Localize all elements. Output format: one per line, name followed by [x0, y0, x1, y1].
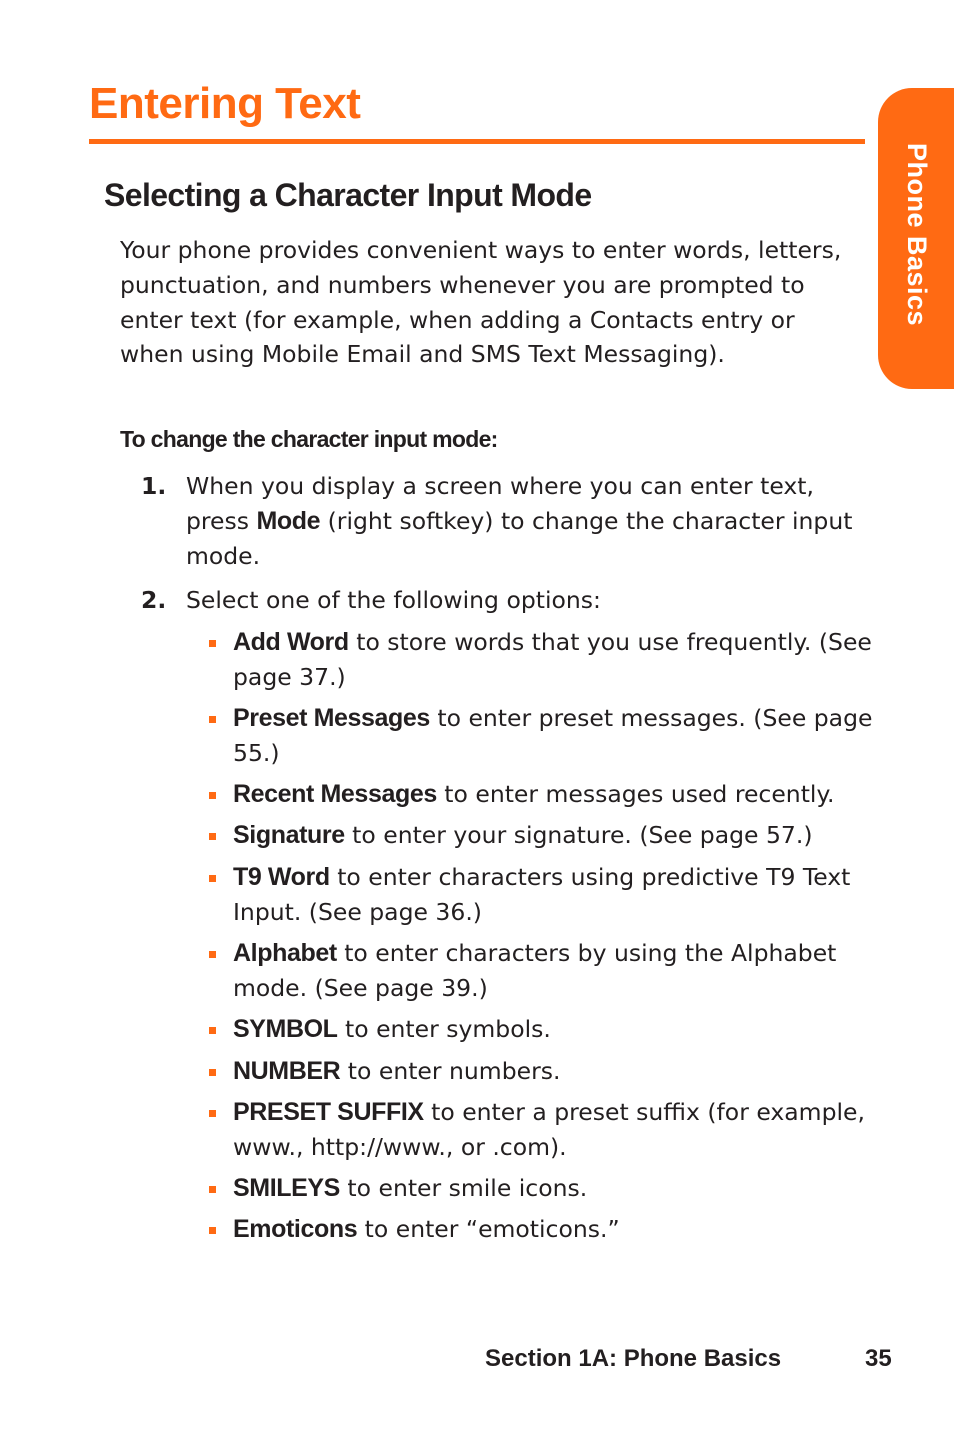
bullet-square-icon — [209, 875, 216, 882]
option-keyword: Recent Messages — [233, 780, 437, 808]
option-description: to enter characters by using the Alphabet mode. (See page 39.) — [233, 939, 837, 1002]
option-keyword: SMILEYS — [233, 1174, 340, 1202]
option-keyword: Emoticons — [233, 1215, 358, 1243]
option-description: to enter “emoticons.” — [357, 1215, 620, 1243]
option-text — [233, 936, 873, 1006]
intro-paragraph: Your phone provides convenient ways to enter words, letters, punctuation, and numbers whenever you are prompted to enter text (for example, when adding a Contacts entry or when using Mobile Email and SMS Text Messaging). — [120, 236, 842, 369]
option-text — [233, 701, 873, 771]
option-keyword: PRESET SUFFIX — [233, 1098, 424, 1126]
option-description: to enter messages used recently. — [436, 780, 835, 808]
page-number: 35 — [865, 1345, 892, 1372]
bullet-square-icon — [209, 1027, 216, 1034]
step-text: Select one of the following options: — [186, 586, 601, 614]
option-description: to enter a preset suffix (for example, www., http://www., or .com). — [233, 1098, 865, 1161]
step-text — [186, 469, 866, 573]
option-description: to enter smile icons. — [339, 1174, 588, 1202]
title-rule — [89, 139, 865, 144]
option-keyword: Signature — [233, 821, 345, 849]
bullet-square-icon — [209, 716, 216, 723]
option-keyword: Preset Messages — [233, 704, 430, 732]
footer-section-label: Section 1A: Phone Basics — [485, 1345, 782, 1372]
option-text — [233, 1171, 873, 1206]
section-side-tab-label: Phone Basics — [902, 143, 932, 327]
option-description: to enter symbols. — [337, 1015, 551, 1043]
bullet-square-icon — [209, 951, 216, 958]
page-title: Entering Text — [89, 79, 361, 128]
step-text-before: When you display a screen where you can enter text, press — [186, 472, 814, 535]
option-text — [233, 625, 873, 695]
bullet-square-icon — [209, 1110, 216, 1117]
option-keyword: Add Word — [233, 628, 349, 656]
instructions-heading: To change the character input mode: — [120, 426, 498, 452]
bullet-square-icon — [209, 1186, 216, 1193]
option-text — [233, 1054, 873, 1089]
option-keyword: SYMBOL — [233, 1015, 338, 1043]
option-text — [233, 1012, 873, 1047]
section-heading: Selecting a Character Input Mode — [104, 177, 592, 213]
option-keyword: NUMBER — [233, 1057, 341, 1085]
step-number: 1. — [141, 472, 167, 500]
option-description: to store words that you use frequently. (See page 37.) — [233, 628, 872, 691]
bullet-square-icon — [209, 1227, 216, 1234]
option-description: to enter preset messages. (See page 55.) — [233, 704, 873, 767]
option-keyword: T9 Word — [233, 863, 330, 891]
option-keyword: Alphabet — [233, 939, 337, 967]
bullet-square-icon — [209, 833, 216, 840]
step-number: 2. — [141, 586, 167, 614]
bullet-square-icon — [209, 640, 216, 647]
step-text-after: (right softkey) to change the character input mode. — [186, 506, 853, 570]
option-text — [233, 777, 873, 812]
option-text — [233, 818, 873, 853]
step-keyword: Mode — [256, 506, 321, 535]
option-text — [233, 1212, 873, 1247]
option-description: to enter numbers. — [340, 1057, 561, 1085]
option-text — [233, 860, 873, 930]
option-text — [233, 1095, 873, 1165]
option-description: to enter your signature. (See page 57.) — [344, 821, 813, 849]
option-description: to enter characters using predictive T9 Text Input. (See page 36.) — [233, 863, 851, 926]
bullet-square-icon — [209, 792, 216, 799]
bullet-square-icon — [209, 1069, 216, 1076]
